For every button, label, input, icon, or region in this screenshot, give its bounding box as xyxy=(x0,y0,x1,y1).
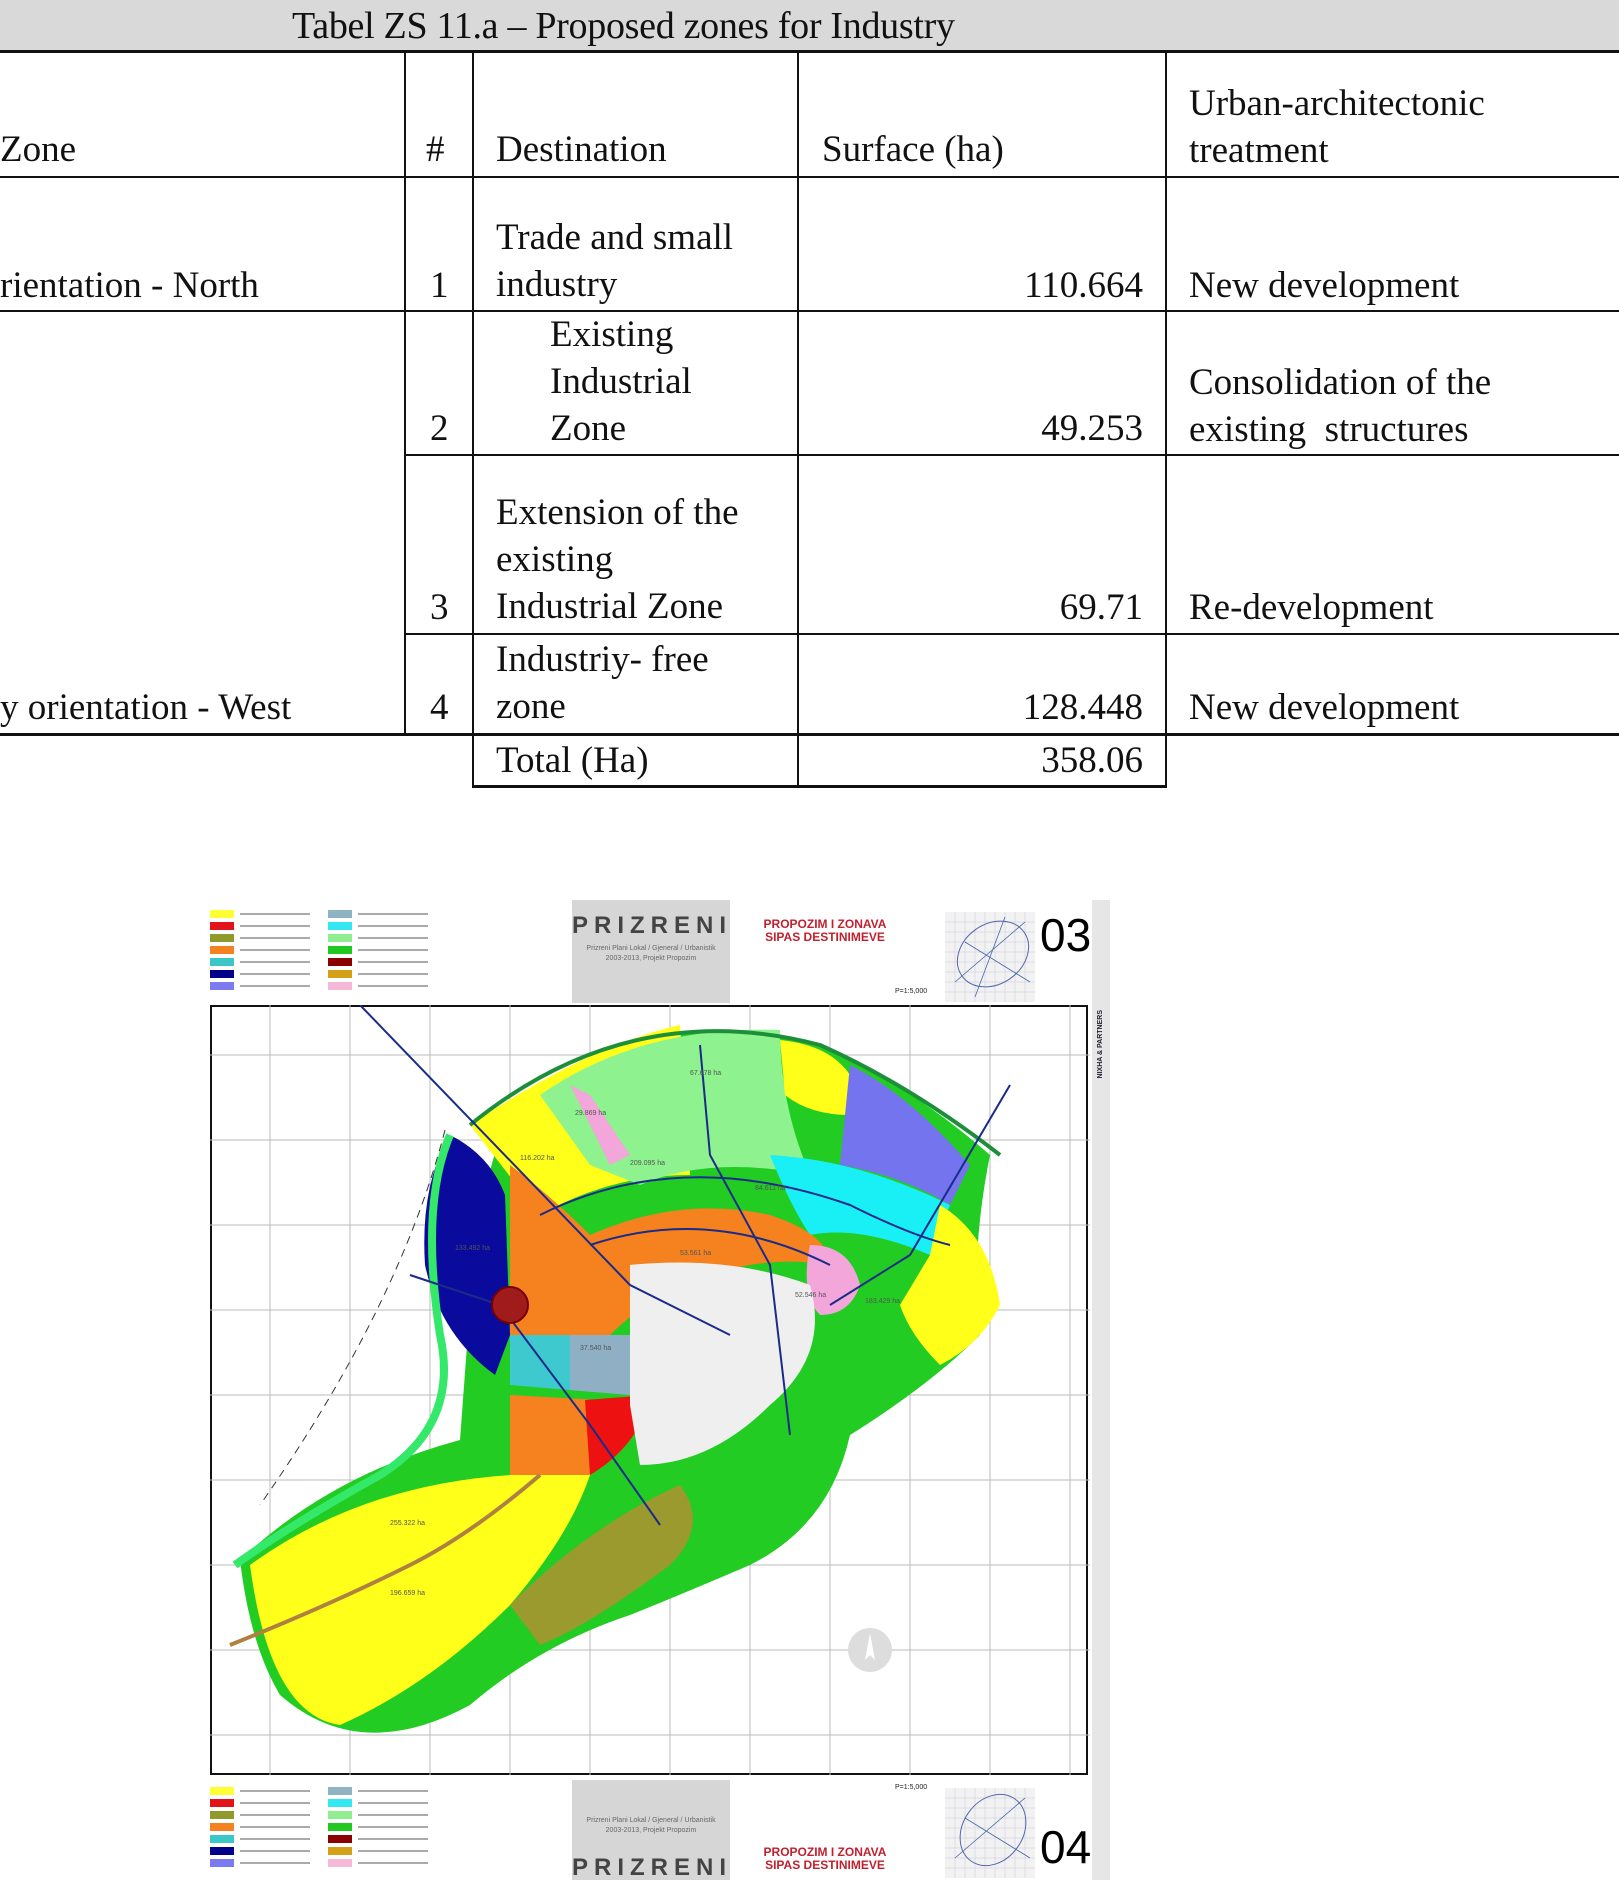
header-number: # xyxy=(426,129,445,170)
legend-item xyxy=(210,932,310,944)
row4-destination: Industriy- free zone xyxy=(496,639,709,727)
side-credit: NIXHA & PARTNERS xyxy=(1097,1010,1104,1079)
row1-number: 1 xyxy=(430,265,449,306)
legend-label xyxy=(240,985,310,987)
header-zone: Zone xyxy=(0,129,77,170)
row1-treatment: New development xyxy=(1189,265,1460,306)
svg-text:29.869 ha: 29.869 ha xyxy=(575,1110,607,1117)
sheet-number: 03 xyxy=(1040,909,1092,961)
row2-treatment: Consolidation of the existing structures xyxy=(1189,362,1492,450)
legend-label xyxy=(358,1802,428,1804)
map-title-bottom: PROPOZIM I ZONAVA SIPAS DESTINIMEVE xyxy=(763,1845,887,1872)
legend-swatch xyxy=(210,934,234,942)
divider xyxy=(473,785,1167,788)
legend-item xyxy=(328,944,428,956)
svg-text:53.561 ha: 53.561 ha xyxy=(680,1250,712,1257)
legend-swatch xyxy=(210,910,234,918)
legend-swatch xyxy=(328,1835,352,1843)
map-scale-bottom: P=1:5,000 xyxy=(895,1784,928,1791)
legend-item xyxy=(328,980,428,992)
row1-zone: rientation - North xyxy=(0,265,259,306)
row4-surface: 128.448 xyxy=(1022,687,1143,728)
total-value: 358.06 xyxy=(1041,740,1143,781)
legend-swatch xyxy=(210,1799,234,1807)
legend-item xyxy=(328,1785,428,1797)
legend-swatch xyxy=(328,1859,352,1867)
table-caption: Tabel ZS 11.a – Proposed zones for Industry xyxy=(292,5,955,47)
legend-label xyxy=(358,913,428,915)
svg-text:183.429 ha: 183.429 ha xyxy=(865,1298,901,1305)
legend-label xyxy=(358,1838,428,1840)
sheet-number-bottom: 04 xyxy=(1040,1821,1092,1873)
map-legend-bottom xyxy=(210,1785,428,1869)
legend-item xyxy=(210,944,310,956)
row4-treatment: New development xyxy=(1189,687,1460,728)
legend-label xyxy=(358,1862,428,1864)
row2-number: 2 xyxy=(430,408,449,449)
legend-item xyxy=(328,932,428,944)
legend-swatch xyxy=(328,982,352,990)
legend-item xyxy=(210,956,310,968)
legend-item xyxy=(328,968,428,980)
legend-item xyxy=(210,1809,310,1821)
legend-item xyxy=(210,1797,310,1809)
legend-label xyxy=(240,1814,310,1816)
divider xyxy=(1165,53,1167,788)
legend-swatch xyxy=(328,1823,352,1831)
legend-label xyxy=(240,937,310,939)
svg-text:116.202 ha: 116.202 ha xyxy=(520,1155,555,1162)
svg-text:84.611 ha: 84.611 ha xyxy=(755,1185,786,1192)
svg-text:67.678 ha: 67.678 ha xyxy=(690,1070,722,1077)
total-label: Total (Ha) xyxy=(496,740,649,781)
header-surface: Surface (ha) xyxy=(822,129,1004,170)
row3-destination: Extension of the existing Industrial Zone xyxy=(496,492,739,627)
locator-map-icon xyxy=(945,912,1035,1002)
legend-label xyxy=(358,1814,428,1816)
row2-surface: 49.253 xyxy=(1041,408,1143,449)
map-title-banner-top: PRIZRENI Prizreni Plani Lokal / Gjeneral / Urbanistik 2003-2013, Projekt Propozim xyxy=(572,900,730,1003)
svg-text:196.659 ha: 196.659 ha xyxy=(390,1590,426,1597)
legend-item xyxy=(328,1845,428,1857)
legend-item xyxy=(210,968,310,980)
legend-swatch xyxy=(210,982,234,990)
legend-label xyxy=(240,1802,310,1804)
map-title: PROPOZIM I ZONAVA SIPAS DESTINIMEVE xyxy=(763,917,887,944)
row3-surface: 69.71 xyxy=(1059,587,1143,628)
legend-label xyxy=(358,1790,428,1792)
legend-item xyxy=(328,1857,428,1869)
legend-item xyxy=(210,1833,310,1845)
legend-label xyxy=(240,1862,310,1864)
svg-text:52.546 ha: 52.546 ha xyxy=(795,1292,827,1299)
legend-item xyxy=(210,980,310,992)
legend-swatch xyxy=(210,1811,234,1819)
legend-item xyxy=(210,908,310,920)
legend-label xyxy=(240,1850,310,1852)
legend-swatch xyxy=(210,1823,234,1831)
legend-item xyxy=(328,1809,428,1821)
row2-destination: Existing Industrial Zone xyxy=(550,314,692,449)
table-caption-bar xyxy=(0,0,1619,53)
legend-swatch xyxy=(210,1787,234,1795)
svg-text:255.322 ha: 255.322 ha xyxy=(390,1520,426,1527)
legend-label xyxy=(240,913,310,915)
locator-map-icon xyxy=(945,1788,1035,1878)
legend-label xyxy=(358,949,428,951)
legend-swatch xyxy=(328,958,352,966)
legend-label xyxy=(240,1826,310,1828)
legend-swatch xyxy=(328,922,352,930)
header-treatment: Urban-architectonic treatment xyxy=(1189,83,1485,171)
zoning-map xyxy=(205,900,1110,1880)
legend-item xyxy=(328,1821,428,1833)
divider xyxy=(0,733,1619,736)
legend-label xyxy=(240,925,310,927)
legend-swatch xyxy=(328,1847,352,1855)
legend-swatch xyxy=(328,946,352,954)
map-title-banner-bottom: Prizreni Plani Lokal / Gjeneral / Urbanistik 2003-2013, Projekt Propozim PRIZRENI xyxy=(572,1780,730,1880)
brand-title: PRIZRENI xyxy=(572,912,733,939)
legend-item xyxy=(210,1785,310,1797)
header-destination: Destination xyxy=(496,129,667,170)
row1-surface: 110.664 xyxy=(1024,265,1143,306)
legend-item xyxy=(328,920,428,932)
legend-label xyxy=(358,925,428,927)
legend-item xyxy=(328,1833,428,1845)
legend-swatch xyxy=(328,970,352,978)
map-scale: P=1:5,000 xyxy=(895,988,928,995)
divider xyxy=(404,53,406,736)
legend-swatch xyxy=(328,934,352,942)
legend-label xyxy=(358,985,428,987)
legend-label xyxy=(358,1850,428,1852)
svg-text:209.095 ha: 209.095 ha xyxy=(630,1160,666,1167)
legend-label xyxy=(240,1838,310,1840)
legend-label xyxy=(358,961,428,963)
svg-text:37.540 ha: 37.540 ha xyxy=(580,1345,612,1352)
legend-label xyxy=(240,1790,310,1792)
legend-item xyxy=(328,908,428,920)
divider xyxy=(0,176,1619,178)
divider xyxy=(0,310,1619,312)
legend-item xyxy=(210,920,310,932)
legend-item xyxy=(210,1845,310,1857)
map-legend-top xyxy=(210,908,428,992)
legend-item xyxy=(210,1821,310,1833)
legend-swatch xyxy=(210,970,234,978)
legend-swatch xyxy=(210,1835,234,1843)
legend-swatch xyxy=(328,1811,352,1819)
legend-swatch xyxy=(210,958,234,966)
legend-label xyxy=(240,949,310,951)
legend-label xyxy=(358,937,428,939)
divider xyxy=(797,53,799,788)
legend-item xyxy=(210,1857,310,1869)
row3-treatment: Re-development xyxy=(1189,587,1434,628)
row1-destination: Trade and small industry xyxy=(496,217,734,305)
legend-swatch xyxy=(328,1799,352,1807)
row3-number: 3 xyxy=(430,587,449,628)
legend-label xyxy=(358,973,428,975)
row4-zone: y orientation - West xyxy=(0,687,292,728)
divider xyxy=(405,454,1619,456)
divider xyxy=(472,53,474,788)
legend-item xyxy=(328,956,428,968)
land-use-map xyxy=(210,1005,1090,1780)
legend-swatch xyxy=(210,1847,234,1855)
legend-swatch xyxy=(328,910,352,918)
legend-label xyxy=(358,1826,428,1828)
legend-item xyxy=(328,1797,428,1809)
legend-swatch xyxy=(210,1859,234,1867)
legend-label xyxy=(240,973,310,975)
divider xyxy=(405,633,1619,635)
legend-swatch xyxy=(210,922,234,930)
row4-number: 4 xyxy=(430,687,449,728)
legend-swatch xyxy=(328,1787,352,1795)
svg-text:133.492 ha: 133.492 ha xyxy=(455,1245,491,1252)
legend-swatch xyxy=(210,946,234,954)
legend-label xyxy=(240,961,310,963)
